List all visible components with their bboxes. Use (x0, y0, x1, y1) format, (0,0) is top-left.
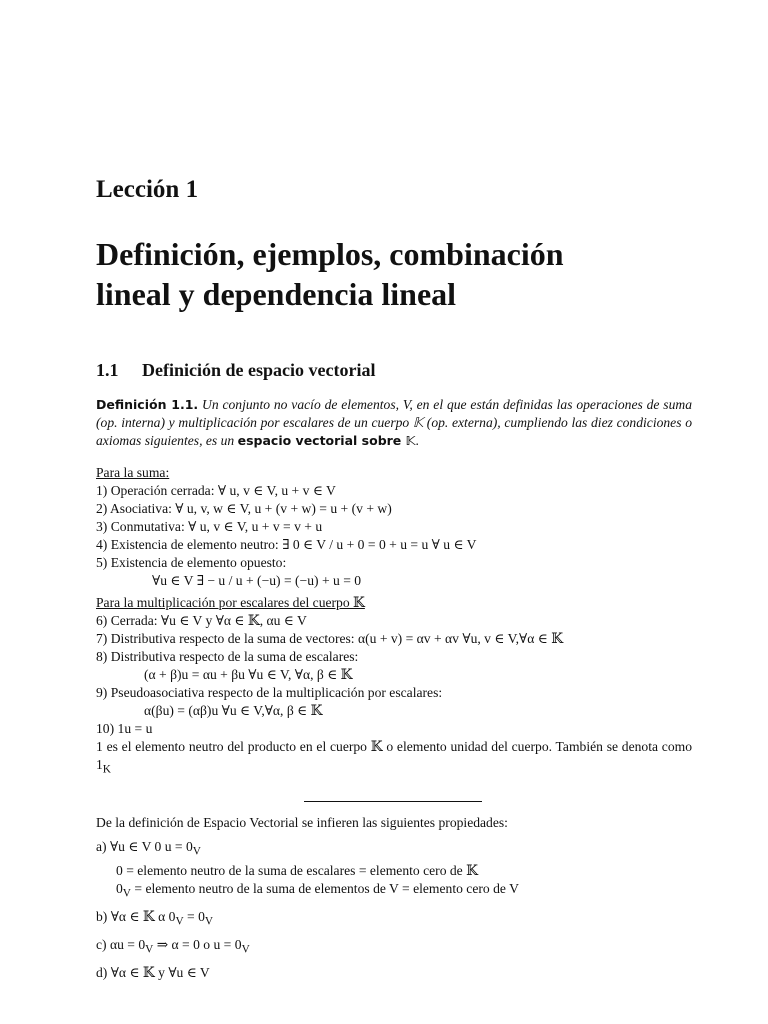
property-a-note2 (96, 880, 692, 903)
axiom-2: 2) Asociativa: ∀ u, v, w ∈ V, u + (v + w) = u + (v + w) (96, 501, 392, 516)
property-c-mid: ⇒ α = 0 o u = 0 (153, 936, 242, 952)
property-b-sub2: V (204, 915, 214, 928)
property-b (96, 908, 692, 931)
property-c-text: c) αu = 0 (96, 936, 146, 952)
properties-intro: De la definición de Espacio Vectorial se infieren las siguientes propiedades: (96, 814, 508, 830)
property-a-note2-post: = elemento neutro de la suma de elementos de V = elemento cero de V (130, 881, 519, 897)
axiom-1: 1) Operación cerrada: ∀ u, v ∈ V, u + v ∈ V (96, 483, 336, 498)
property-a-note2-pre: 0 (116, 881, 123, 897)
axiom-3: 3) Conmutativa: ∀ u, v ∈ V, u + v = v + u (96, 519, 323, 534)
section-heading (96, 360, 375, 381)
property-a (96, 838, 692, 861)
property-a-note2-sub: V (122, 888, 131, 901)
lesson-label: Lección 1 (96, 176, 199, 203)
property-b-text: b) ∀α ∈ 𝕂 α 0 (96, 909, 176, 925)
definition-end: . (415, 433, 419, 448)
axiom-10-text-sub: K (102, 763, 111, 776)
axiom-10-text-main: 1 es el elemento neutro del producto en el cuerpo 𝕂 o elemento unidad del cuerpo. También se denota como 1 (96, 739, 692, 772)
document-body (96, 396, 692, 987)
axiom-5: 5) Existencia de elemento opuesto: (96, 555, 287, 570)
section-divider (304, 801, 482, 802)
definition-block (96, 396, 692, 450)
chapter-title (96, 234, 692, 314)
axiom-8-formula: (α + β)u = αu + βu ∀u ∈ V, ∀α, β ∈ 𝕂 (144, 667, 353, 682)
definition-strong: espacio vectorial sobre 𝕂 (237, 433, 416, 448)
property-a-note1: 0 = elemento neutro de la suma de escalares = elemento cero de 𝕂 (116, 863, 478, 879)
property-a-sub: V (192, 845, 201, 858)
axiom-9: 9) Pseudoasociativa respecto de la multiplicación por escalares: (96, 685, 443, 700)
axiom-6: 6) Cerrada: ∀u ∈ V y ∀α ∈ 𝕂, αu ∈ V (96, 613, 307, 628)
section-title: Definición de espacio vectorial (142, 360, 376, 380)
sum-heading: Para la suma: (96, 465, 170, 480)
property-a-text: a) ∀u ∈ V 0 u = 0 (96, 838, 193, 854)
definition-head: Definición 1.1. (96, 397, 199, 412)
mult-heading: Para la multiplicación por escalares del cuerpo 𝕂 (96, 595, 365, 610)
chapter-title-line1: Definición, ejemplos, combinación (96, 236, 564, 272)
property-c-sub2: V (241, 943, 250, 956)
axiom-7: 7) Distributiva respecto de la suma de vectores: α(u + v) = αv + αv ∀u, v ∈ V,∀α ∈ 𝕂 (96, 631, 564, 646)
property-c (96, 936, 692, 959)
axiom-10: 10) 1u = u (96, 721, 153, 736)
axiom-5-formula: ∀u ∈ V ∃ − u / u + (−u) = (−u) + u = 0 (152, 573, 362, 588)
axiom-4: 4) Existencia de elemento neutro: ∃ 0 ∈ V / u + 0 = 0 + u = u ∀ u ∈ V (96, 537, 477, 552)
axiom-8: 8) Distributiva respecto de la suma de escalares: (96, 649, 359, 664)
property-b-mid: = 0 (183, 909, 205, 925)
axiom-9-formula: α(βu) = (αβ)u ∀u ∈ V,∀α, β ∈ 𝕂 (144, 703, 323, 718)
definition-text: Un conjunto no vacío de elementos, V, en el que están definidas las operaciones de suma (op. interna) y multiplicación por escalares de un cuerpo 𝕂 (op. externa), cumpliendo las diez condiciones o axiomas siguientes, es un (96, 397, 692, 448)
chapter-title-line2: lineal y dependencia lineal (96, 276, 457, 312)
property-d: d) ∀α ∈ 𝕂 y ∀u ∈ V (96, 964, 210, 980)
property-b-sub1: V (175, 915, 184, 928)
section-number: 1.1 (96, 360, 119, 380)
axiom-10-text (96, 738, 692, 779)
property-c-sub1: V (145, 943, 154, 956)
